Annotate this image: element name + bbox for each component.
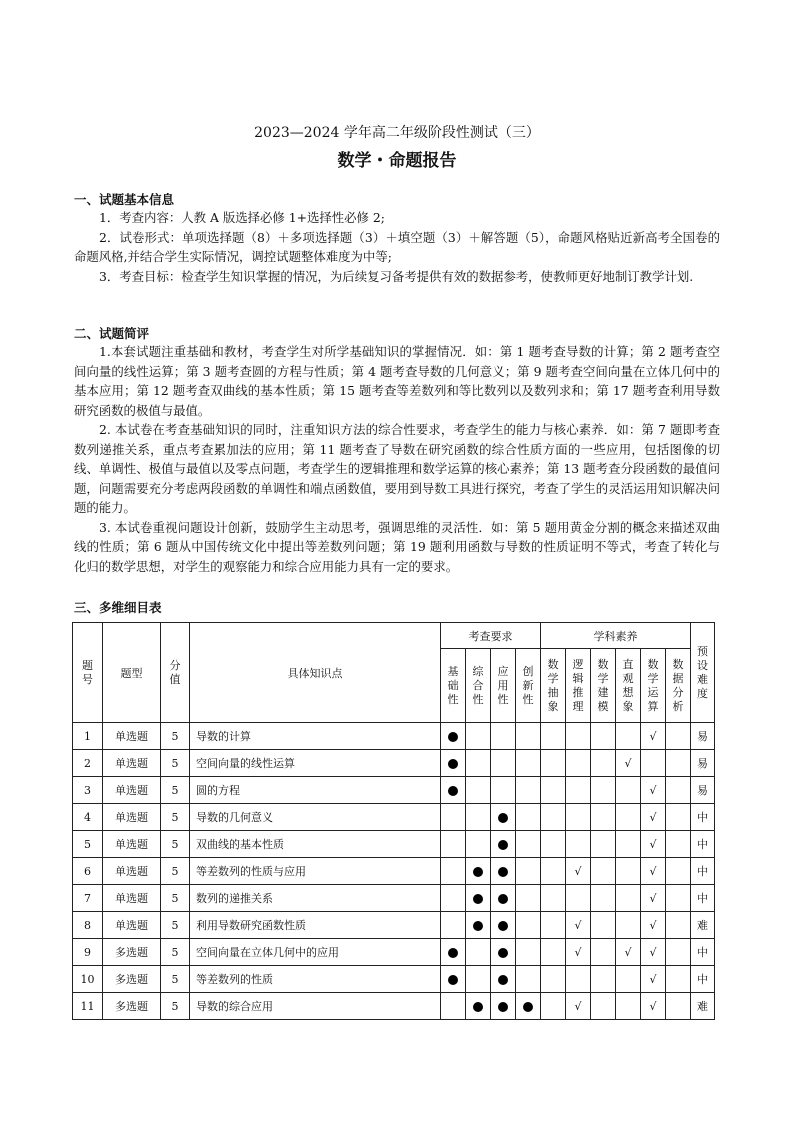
cell-score: 5 — [161, 939, 190, 966]
table-row — [73, 912, 715, 939]
table-row — [73, 723, 715, 750]
cell-knowledge: 导数的综合应用 — [190, 993, 441, 1020]
cell-lit — [566, 939, 591, 966]
cell-difficulty: 易 — [691, 777, 715, 804]
table-row — [73, 858, 715, 885]
cell-lit — [541, 750, 566, 777]
cell-knowledge: 导数的计算 — [190, 723, 441, 750]
cell-difficulty: 易 — [691, 750, 715, 777]
cell-num: 4 — [73, 804, 103, 831]
check-mark: √ — [624, 756, 632, 770]
cell-difficulty: 中 — [691, 966, 715, 993]
check-mark: √ — [649, 783, 657, 797]
header-difficulty: 预 设 难 度 — [691, 623, 715, 723]
cell-knowledge: 等差数列的性质 — [190, 966, 441, 993]
cell-score: 5 — [161, 804, 190, 831]
header-req-col: 应 用 性 — [491, 649, 516, 723]
cell-score: 5 — [161, 885, 190, 912]
cell-lit — [641, 939, 666, 966]
cell-lit — [616, 993, 641, 1020]
cell-knowledge: 圆的方程 — [190, 777, 441, 804]
cell-lit — [541, 939, 566, 966]
cell-req — [491, 993, 516, 1020]
check-mark: √ — [574, 864, 582, 878]
cell-num: 9 — [73, 939, 103, 966]
cell-score: 5 — [161, 912, 190, 939]
cell-req — [466, 858, 491, 885]
check-mark: √ — [649, 729, 657, 743]
cell-req — [491, 831, 516, 858]
cell-lit — [566, 777, 591, 804]
cell-req — [516, 831, 541, 858]
cell-req — [491, 912, 516, 939]
check-mark: √ — [649, 891, 657, 905]
cell-req — [441, 885, 466, 912]
cell-req — [516, 966, 541, 993]
cell-req — [516, 804, 541, 831]
check-mark: √ — [649, 999, 657, 1013]
cell-num: 8 — [73, 912, 103, 939]
header-lit-col: 逻 辑 推 理 — [566, 649, 591, 723]
cell-lit — [641, 912, 666, 939]
dot-mark — [473, 867, 483, 877]
cell-score: 5 — [161, 777, 190, 804]
cell-lit — [591, 723, 616, 750]
dot-mark — [498, 1002, 508, 1012]
cell-lit — [616, 831, 641, 858]
cell-req — [491, 777, 516, 804]
cell-num: 6 — [73, 858, 103, 885]
cell-lit — [641, 723, 666, 750]
cell-score: 5 — [161, 966, 190, 993]
cell-req — [441, 939, 466, 966]
header-req-col: 综 合 性 — [466, 649, 491, 723]
cell-req — [441, 912, 466, 939]
cell-difficulty: 难 — [691, 993, 715, 1020]
cell-lit — [566, 858, 591, 885]
cell-num: 11 — [73, 993, 103, 1020]
cell-req — [466, 939, 491, 966]
dot-mark — [523, 1002, 533, 1012]
header-req-col: 创 新 性 — [516, 649, 541, 723]
check-mark: √ — [574, 918, 582, 932]
cell-req — [466, 831, 491, 858]
cell-type: 多选题 — [103, 966, 161, 993]
dot-mark — [448, 759, 458, 769]
dot-mark — [448, 732, 458, 742]
cell-req — [516, 912, 541, 939]
cell-knowledge: 空间向量在立体几何中的应用 — [190, 939, 441, 966]
section2-item-3: 3. 本试卷重视问题设计创新，鼓励学生主动思考，强调思维的灵活性．如：第 5 题用黄金分割的概念来描述双曲线的性质；第 6 题从中国传统文化中提出等差数列问题；第 19 题利用函数与导数的性质证明不等式，考查了转化与化归的数学思想，对学生的观察能力和综合应用能力具有一定的要求。 — [74, 519, 720, 574]
check-mark: √ — [624, 945, 632, 959]
cell-lit — [591, 912, 616, 939]
cell-difficulty: 中 — [691, 858, 715, 885]
cell-lit — [566, 831, 591, 858]
cell-lit — [591, 966, 616, 993]
cell-req — [516, 939, 541, 966]
check-mark: √ — [574, 999, 582, 1013]
cell-knowledge: 导数的几何意义 — [190, 804, 441, 831]
cell-req — [441, 966, 466, 993]
cell-type: 单选题 — [103, 831, 161, 858]
cell-lit — [616, 750, 641, 777]
section2-item-1: 1.本套试题注重基础和教材，考查学生对所学基础知识的掌握情况．如：第 1 题考查导数的计算；第 2 题考查空间向量的线性运算；第 3 题考查圆的方程与性质；第 4 题考查导数的几何意义；第 9 题考查空间向量在立体几何中的基本应用；第 12 题考查双曲线的基本性质；第 15 题考查等差数列和等比数列以及数列求和；第 17 题考查利用导数研究函数的极值与最值。 — [74, 344, 720, 418]
cell-type: 单选题 — [103, 750, 161, 777]
cell-lit — [566, 885, 591, 912]
cell-knowledge: 等差数列的性质与应用 — [190, 858, 441, 885]
cell-req — [516, 723, 541, 750]
cell-type: 单选题 — [103, 885, 161, 912]
cell-lit — [616, 804, 641, 831]
cell-lit — [591, 804, 616, 831]
check-mark: √ — [649, 945, 657, 959]
cell-lit — [541, 777, 566, 804]
cell-req — [491, 750, 516, 777]
cell-lit — [666, 777, 691, 804]
cell-lit — [566, 750, 591, 777]
cell-type: 单选题 — [103, 723, 161, 750]
cell-req — [491, 723, 516, 750]
cell-difficulty: 中 — [691, 804, 715, 831]
cell-req — [466, 885, 491, 912]
cell-type: 单选题 — [103, 858, 161, 885]
cell-lit — [541, 912, 566, 939]
cell-lit — [666, 750, 691, 777]
cell-req — [516, 885, 541, 912]
cell-req — [441, 993, 466, 1020]
table-row — [73, 939, 715, 966]
section1-heading: 一、试题基本信息 — [74, 192, 175, 207]
cell-lit — [566, 912, 591, 939]
report-subtitle: 2023—2024 学年高二年级阶段性测试（三） — [254, 125, 540, 141]
cell-num: 5 — [73, 831, 103, 858]
cell-lit — [641, 885, 666, 912]
cell-lit — [666, 939, 691, 966]
header-score: 分 值 — [161, 623, 190, 723]
section1-item-2: 2．试卷形式：单项选择题（8）＋多项选择题（3）＋填空题（3）＋解答题（5），命题风格贴近新高考全国卷的命题风格,并结合学生实际情况，调控试题整体难度为中等; — [74, 229, 720, 264]
cell-lit — [641, 831, 666, 858]
cell-lit — [541, 993, 566, 1020]
cell-lit — [616, 885, 641, 912]
cell-req — [466, 993, 491, 1020]
cell-lit — [591, 750, 616, 777]
cell-score: 5 — [161, 993, 190, 1020]
cell-lit — [541, 858, 566, 885]
cell-lit — [666, 885, 691, 912]
cell-num: 7 — [73, 885, 103, 912]
table-row — [73, 750, 715, 777]
dot-mark — [473, 921, 483, 931]
cell-lit — [641, 750, 666, 777]
section2-heading: 二、试题简评 — [74, 326, 150, 341]
cell-lit — [541, 966, 566, 993]
cell-num: 10 — [73, 966, 103, 993]
cell-lit — [666, 858, 691, 885]
cell-knowledge: 利用导数研究函数性质 — [190, 912, 441, 939]
table-row — [73, 804, 715, 831]
cell-score: 5 — [161, 831, 190, 858]
dot-mark — [498, 840, 508, 850]
cell-lit — [666, 831, 691, 858]
cell-lit — [566, 993, 591, 1020]
dot-mark — [473, 1002, 483, 1012]
dot-mark — [498, 948, 508, 958]
table-row — [73, 777, 715, 804]
cell-lit — [591, 831, 616, 858]
cell-req — [516, 750, 541, 777]
detail-table — [72, 622, 715, 1020]
check-mark: √ — [649, 810, 657, 824]
cell-lit — [541, 723, 566, 750]
cell-lit — [616, 777, 641, 804]
cell-req — [516, 858, 541, 885]
cell-req — [441, 858, 466, 885]
cell-score: 5 — [161, 750, 190, 777]
header-num: 题 号 — [73, 623, 103, 723]
cell-lit — [616, 858, 641, 885]
header-req-col: 基 础 性 — [441, 649, 466, 723]
dot-mark — [498, 867, 508, 877]
cell-req — [441, 723, 466, 750]
check-mark: √ — [649, 972, 657, 986]
check-mark: √ — [649, 864, 657, 878]
dot-mark — [498, 921, 508, 931]
cell-req — [466, 912, 491, 939]
cell-lit — [616, 939, 641, 966]
cell-lit — [541, 831, 566, 858]
report-title: 数学・命题报告 — [337, 151, 457, 171]
cell-num: 1 — [73, 723, 103, 750]
cell-req — [466, 750, 491, 777]
cell-lit — [641, 993, 666, 1020]
cell-req — [516, 777, 541, 804]
cell-lit — [666, 912, 691, 939]
cell-req — [491, 885, 516, 912]
cell-lit — [641, 966, 666, 993]
header-lit-col: 数 学 抽 象 — [541, 649, 566, 723]
header-literacy: 学科素养 — [541, 623, 691, 649]
header-knowledge: 具体知识点 — [190, 623, 441, 723]
table-row — [73, 885, 715, 912]
cell-lit — [641, 804, 666, 831]
header-requirement: 考查要求 — [441, 623, 541, 649]
cell-lit — [541, 804, 566, 831]
dot-mark — [498, 975, 508, 985]
section1-item-1: 1．考查内容：人教 A 版选择必修 1+选择性必修 2; — [99, 210, 385, 225]
cell-req — [491, 939, 516, 966]
cell-difficulty: 中 — [691, 885, 715, 912]
cell-lit — [591, 993, 616, 1020]
cell-knowledge: 数列的递推关系 — [190, 885, 441, 912]
cell-req — [441, 750, 466, 777]
cell-lit — [591, 885, 616, 912]
section1-content — [74, 208, 720, 286]
cell-req — [441, 777, 466, 804]
cell-req — [441, 831, 466, 858]
cell-lit — [666, 993, 691, 1020]
cell-req — [466, 723, 491, 750]
cell-lit — [616, 912, 641, 939]
cell-lit — [666, 966, 691, 993]
header-lit-col: 数 学 建 模 — [591, 649, 616, 723]
cell-num: 3 — [73, 777, 103, 804]
cell-req — [516, 993, 541, 1020]
cell-type: 单选题 — [103, 804, 161, 831]
cell-lit — [616, 723, 641, 750]
cell-num: 2 — [73, 750, 103, 777]
cell-type: 单选题 — [103, 912, 161, 939]
check-mark: √ — [574, 945, 582, 959]
cell-difficulty: 易 — [691, 723, 715, 750]
cell-score: 5 — [161, 723, 190, 750]
cell-lit — [616, 966, 641, 993]
cell-req — [491, 804, 516, 831]
cell-difficulty: 难 — [691, 912, 715, 939]
cell-req — [441, 804, 466, 831]
section1-item-3: 3．考查目标：检查学生知识掌握的情况，为后续复习备考提供有效的数据参考，使教师更好地制订教学计划. — [99, 268, 694, 284]
header-type: 题型 — [103, 623, 161, 723]
dot-mark — [448, 786, 458, 796]
cell-lit — [541, 885, 566, 912]
cell-lit — [591, 858, 616, 885]
cell-type: 多选题 — [103, 939, 161, 966]
cell-req — [491, 858, 516, 885]
cell-lit — [591, 777, 616, 804]
cell-difficulty: 中 — [691, 831, 715, 858]
table-row — [73, 966, 715, 993]
header-lit-col: 直 观 想 象 — [616, 649, 641, 723]
dot-mark — [448, 948, 458, 958]
cell-lit — [566, 723, 591, 750]
cell-req — [466, 966, 491, 993]
header-lit-col: 数 据 分 析 — [666, 649, 691, 723]
cell-knowledge: 双曲线的基本性质 — [190, 831, 441, 858]
cell-score: 5 — [161, 858, 190, 885]
cell-type: 多选题 — [103, 993, 161, 1020]
check-mark: √ — [649, 918, 657, 932]
cell-lit — [591, 939, 616, 966]
table-row — [73, 993, 715, 1020]
dot-mark — [498, 813, 508, 823]
cell-lit — [641, 858, 666, 885]
check-mark: √ — [649, 837, 657, 851]
section2-content — [74, 342, 720, 576]
section3-heading: 三、多维细目表 — [74, 600, 162, 615]
cell-req — [491, 966, 516, 993]
dot-mark — [473, 894, 483, 904]
cell-lit — [566, 966, 591, 993]
cell-lit — [566, 804, 591, 831]
table-row — [73, 831, 715, 858]
cell-lit — [666, 723, 691, 750]
cell-lit — [641, 777, 666, 804]
cell-lit — [666, 804, 691, 831]
cell-req — [466, 777, 491, 804]
dot-mark — [448, 975, 458, 985]
header-lit-col: 数 学 运 算 — [641, 649, 666, 723]
cell-req — [466, 804, 491, 831]
section2-item-2: 2. 本试卷在考查基础知识的同时，注重知识方法的综合性要求，考查学生的能力与核心素养．如：第 7 题即考查数列递推关系，重点考查累加法的应用；第 11 题考查了导数在研究函数的综合性质方面的一些应用，包括图像的切线、单调性、极值与最值以及零点问题，考查学生的逻辑推理和数学运算的核心素养；第 13 题考查分段函数的最值问题，问题需要充分考虑两段函数的单调性和端点函数值，要用到导数工具进行探究，考查了学生的灵活运用知识解决问题的能力。 — [74, 422, 720, 515]
dot-mark — [498, 894, 508, 904]
cell-difficulty: 中 — [691, 939, 715, 966]
cell-knowledge: 空间向量的线性运算 — [190, 750, 441, 777]
cell-type: 单选题 — [103, 777, 161, 804]
